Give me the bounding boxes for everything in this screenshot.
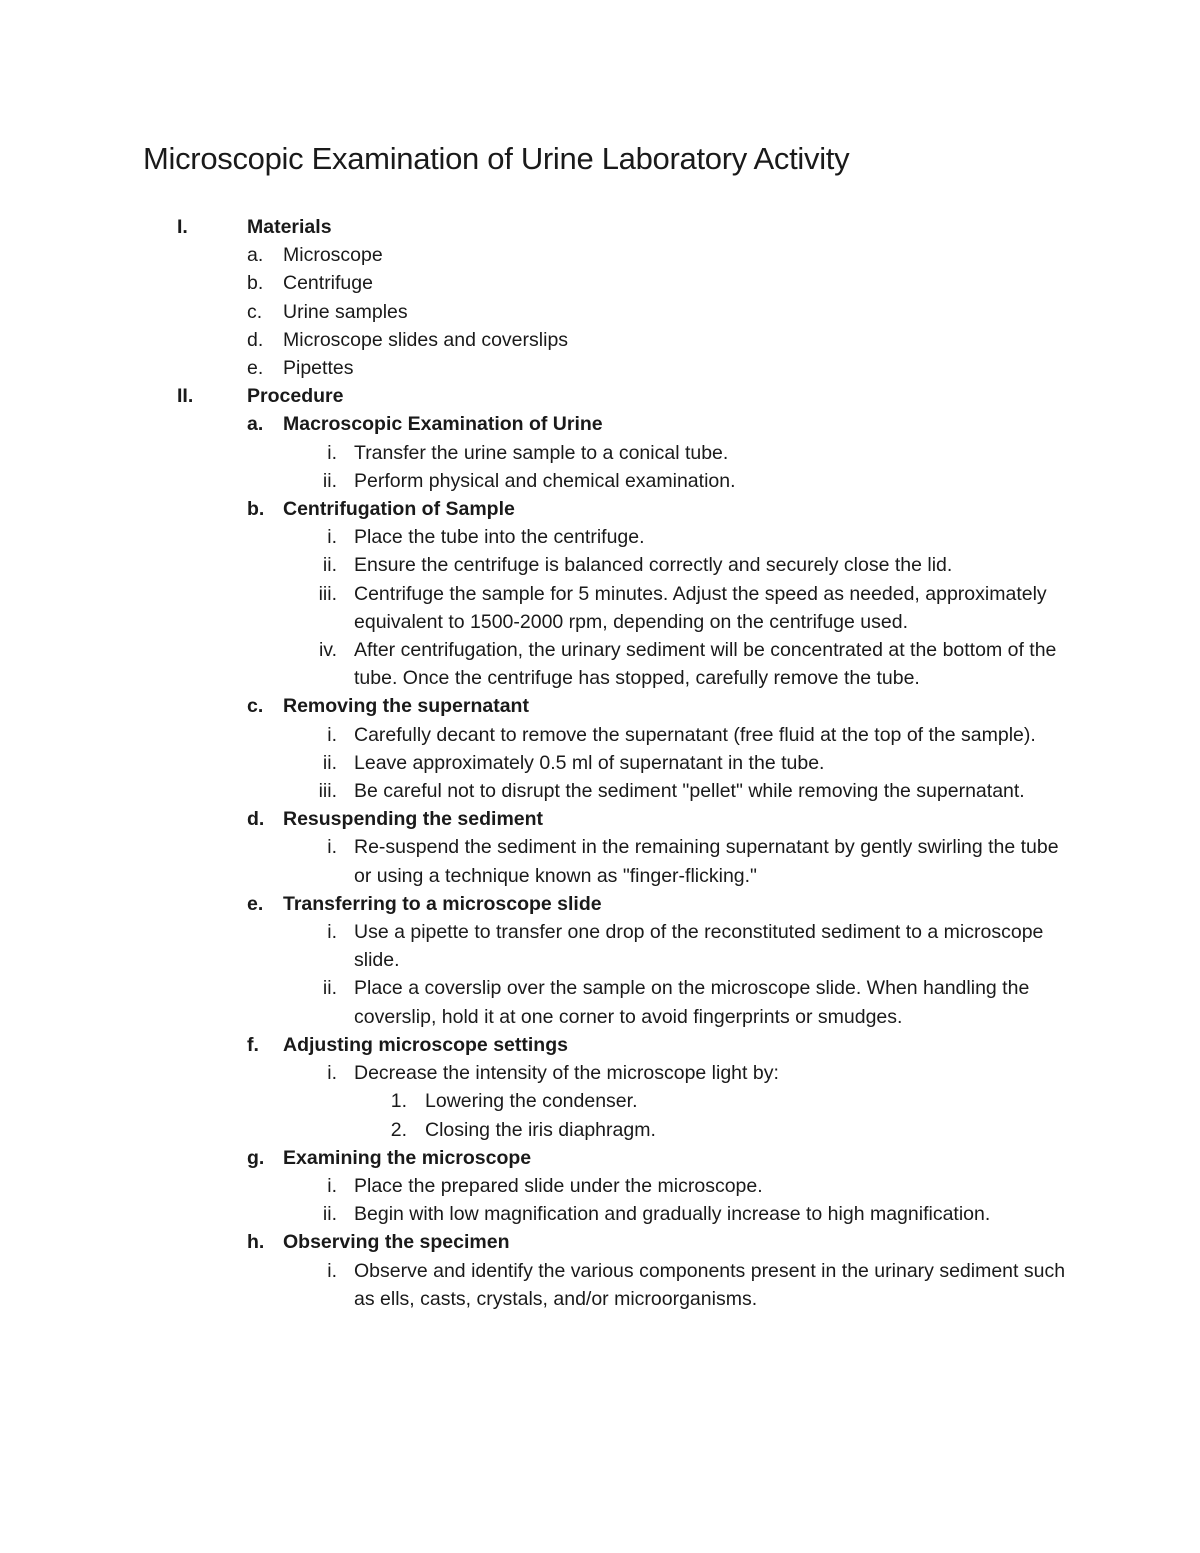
step-item — [0, 636, 1200, 692]
step-item — [0, 439, 1200, 467]
item-text: Transfer the urine sample to a conical tube. — [354, 441, 729, 464]
item-marker: ii. — [322, 751, 337, 774]
step-item — [0, 918, 1200, 974]
step-title: Transferring to a microscope slide — [283, 892, 602, 915]
item-text: Centrifuge the sample for 5 minutes. Adjust the speed as needed, approximately equivalent to 1500-2000 rpm, depending on the centrifuge used. — [354, 582, 1047, 633]
item-text: Urine samples — [283, 300, 408, 323]
subitem-text: Closing the iris diaphragm. — [425, 1118, 656, 1141]
item-text: Place a coverslip over the sample on the microscope slide. When handling the coverslip, hold it at one corner to avoid fingerprints or smudges. — [354, 977, 1030, 1028]
step-marker: e. — [247, 892, 264, 915]
item-text: Microscope slides and coverslips — [283, 328, 569, 351]
item-text: Carefully decant to remove the supernatant (free fluid at the top of the sample). — [354, 723, 1036, 746]
section-marker: II. — [177, 385, 194, 408]
item-text: Perform physical and chemical examination. — [354, 469, 736, 492]
material-item — [0, 241, 1200, 269]
step-item — [0, 777, 1200, 805]
step-marker: f. — [247, 1033, 259, 1056]
item-marker: iii. — [318, 582, 337, 605]
step-marker: h. — [247, 1231, 265, 1254]
item-text: Microscope — [283, 244, 383, 267]
section-procedure — [0, 382, 1200, 410]
item-marker: d. — [247, 328, 264, 351]
item-marker: i. — [327, 441, 337, 464]
step-item — [0, 833, 1200, 889]
step-heading — [0, 692, 1200, 720]
item-text: Leave approximately 0.5 ml of supernatant in the tube. — [354, 751, 825, 774]
step-heading — [0, 805, 1200, 833]
step-item — [0, 1172, 1200, 1200]
step-title: Macroscopic Examination of Urine — [283, 413, 603, 436]
item-text: Observe and identify the various components present in the urinary sediment such as ells, casts, crystals, and/or microorganisms. — [354, 1259, 1066, 1310]
step-item — [0, 523, 1200, 551]
subitem-text: Lowering the condenser. — [425, 1090, 638, 1113]
item-marker: ii. — [322, 469, 337, 492]
page-title: Microscopic Examination of Urine Laboratory Activity — [143, 141, 850, 176]
item-marker: i. — [327, 1174, 337, 1197]
step-marker: d. — [247, 808, 265, 831]
item-text: After centrifugation, the urinary sediment will be concentrated at the bottom of the tube. Once the centrifuge has stopped, carefully remove the tube. — [354, 639, 1057, 690]
item-text: Be careful not to disrupt the sediment "pellet" while removing the supernatant. — [354, 780, 1025, 803]
step-marker: g. — [247, 1146, 265, 1169]
step-title: Removing the supernatant — [283, 695, 529, 718]
item-marker: ii. — [322, 554, 337, 577]
step-item — [0, 551, 1200, 579]
step-item — [0, 974, 1200, 1030]
step-marker: b. — [247, 498, 265, 521]
material-item — [0, 298, 1200, 326]
material-item — [0, 326, 1200, 354]
step-item — [0, 721, 1200, 749]
sub-item — [0, 1116, 1200, 1144]
item-text: Decrease the intensity of the microscope light by: — [354, 1062, 779, 1085]
item-marker: i. — [327, 1259, 337, 1282]
item-text: Begin with low magnification and gradually increase to high magnification. — [354, 1203, 991, 1226]
item-marker: iii. — [318, 780, 337, 803]
item-marker: a. — [247, 244, 264, 267]
step-item — [0, 1200, 1200, 1228]
step-marker: c. — [247, 695, 264, 718]
item-marker: c. — [247, 300, 263, 323]
item-text: Pipettes — [283, 357, 354, 380]
step-item — [0, 1257, 1200, 1313]
item-marker: i. — [327, 723, 337, 746]
step-item — [0, 749, 1200, 777]
step-title: Centrifugation of Sample — [283, 498, 515, 521]
step-marker: a. — [247, 413, 264, 436]
section-marker: I. — [177, 216, 188, 238]
step-item — [0, 1059, 1200, 1087]
step-heading — [0, 1228, 1200, 1256]
item-text: Re-suspend the sediment in the remaining supernatant by gently swirling the tube or using a technique known as "finger-flicking." — [354, 836, 1059, 887]
step-item — [0, 467, 1200, 495]
subitem-marker: 2. — [390, 1118, 407, 1141]
section-heading: Materials — [247, 216, 332, 238]
item-marker: e. — [247, 357, 264, 380]
step-title: Adjusting microscope settings — [283, 1033, 568, 1056]
item-text: Place the tube into the centrifuge. — [354, 526, 645, 549]
step-heading — [0, 1144, 1200, 1172]
item-marker: i. — [327, 1062, 337, 1085]
step-heading — [0, 1031, 1200, 1059]
subitem-marker: 1. — [390, 1090, 407, 1113]
item-text: Place the prepared slide under the microscope. — [354, 1174, 763, 1197]
sub-item — [0, 1087, 1200, 1115]
item-text: Ensure the centrifuge is balanced correctly and securely close the lid. — [354, 554, 953, 577]
item-marker: b. — [247, 272, 264, 295]
material-item — [0, 269, 1200, 297]
item-marker: i. — [327, 921, 337, 944]
section-heading: Procedure — [247, 385, 344, 408]
item-marker: ii. — [322, 977, 337, 1000]
item-marker: ii. — [322, 1203, 337, 1226]
step-heading — [0, 410, 1200, 438]
item-text: Centrifuge — [283, 272, 373, 295]
item-marker: iv. — [318, 639, 337, 662]
section-materials — [0, 213, 1200, 241]
step-title: Examining the microscope — [283, 1146, 532, 1169]
step-heading — [0, 890, 1200, 918]
item-text: Use a pipette to transfer one drop of the reconstituted sediment to a microscope slide. — [354, 921, 1044, 972]
step-title: Observing the specimen — [283, 1231, 510, 1254]
step-title: Resuspending the sediment — [283, 808, 544, 831]
item-marker: i. — [327, 836, 337, 859]
step-item — [0, 580, 1200, 636]
step-heading — [0, 495, 1200, 523]
item-marker: i. — [327, 526, 337, 549]
material-item — [0, 354, 1200, 382]
outline — [0, 213, 1200, 1313]
